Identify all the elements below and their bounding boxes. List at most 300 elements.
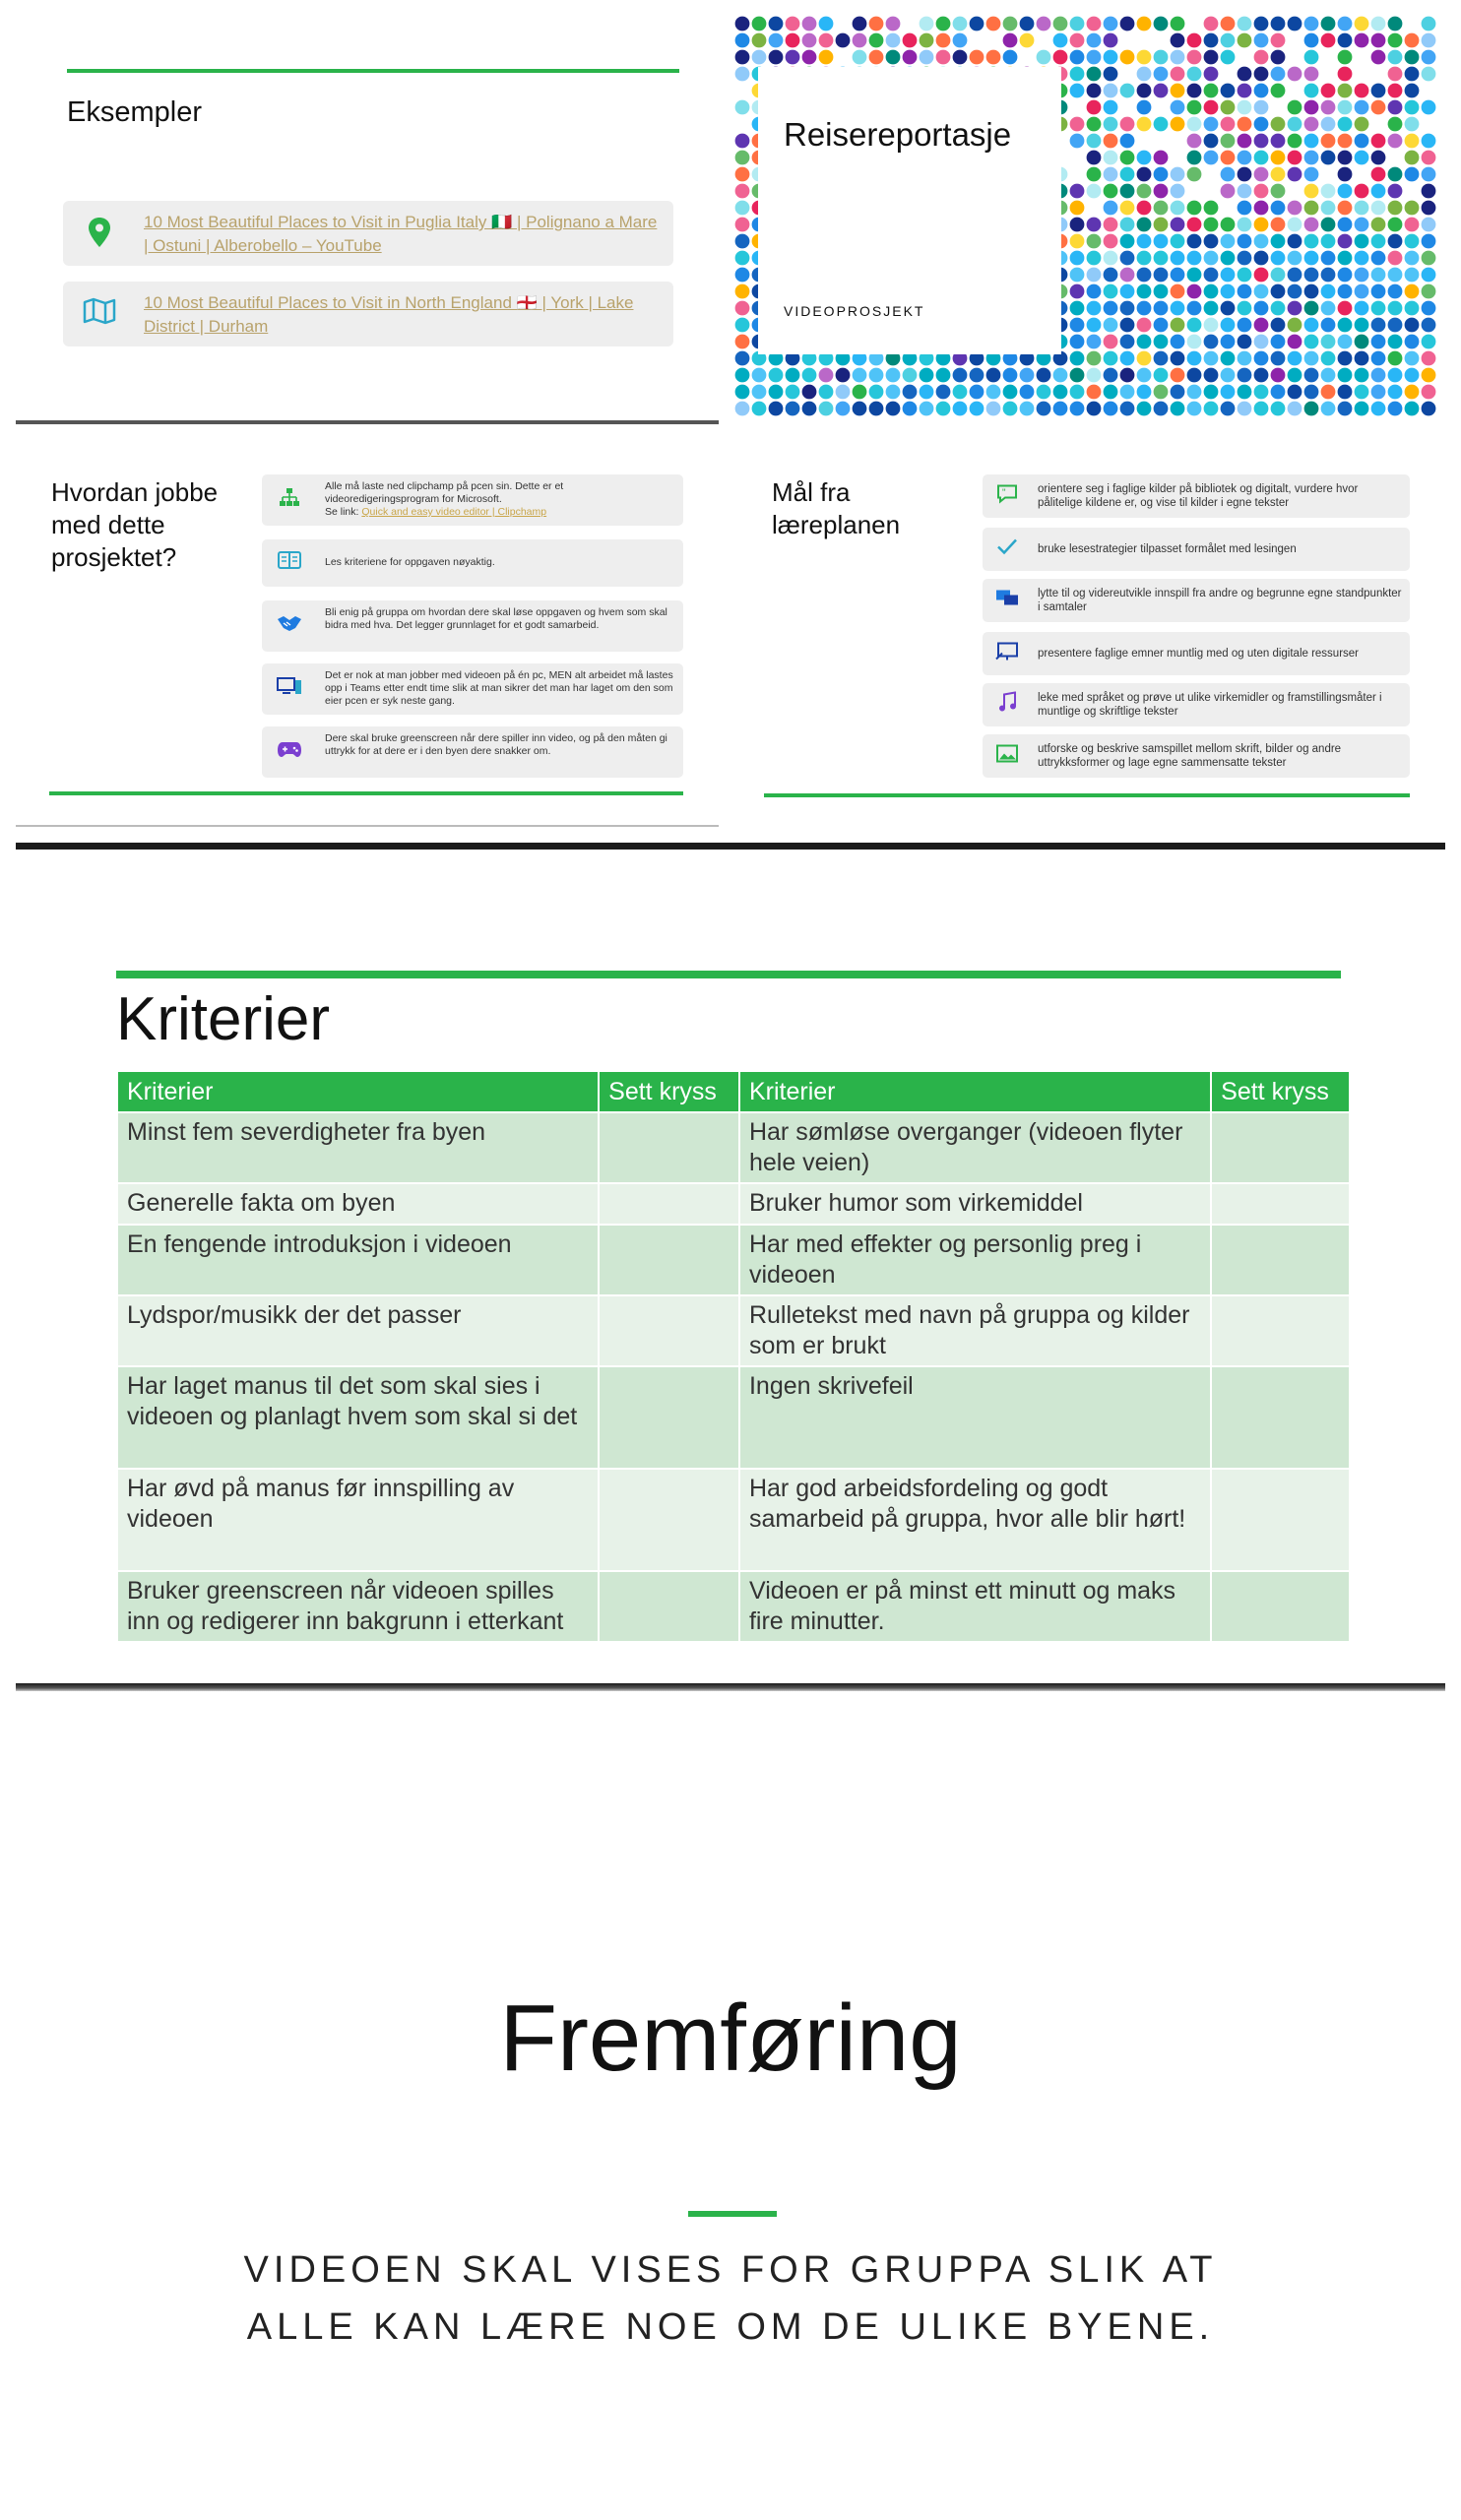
decorative-dot (1254, 218, 1269, 232)
decorative-dot (1087, 167, 1102, 182)
slide-eksempler (16, 16, 719, 420)
decorative-dot (1288, 17, 1302, 32)
slide-title: Mål fra læreplanen (772, 477, 901, 539)
decorative-dot (1321, 100, 1336, 115)
title-card (758, 67, 1061, 354)
decorative-dot (1137, 201, 1152, 216)
decorative-dot (886, 17, 901, 32)
decorative-dot (735, 33, 750, 48)
decorative-dot (1221, 50, 1236, 65)
decorative-dot (1137, 33, 1152, 48)
decorative-dot (1171, 218, 1185, 232)
decorative-dot (936, 17, 951, 32)
example-link-card[interactable] (63, 201, 673, 266)
checkbox-cell[interactable] (1211, 1295, 1350, 1366)
decorative-dot (1070, 100, 1085, 115)
decorative-dot (752, 385, 767, 400)
decorative-dot (1254, 385, 1269, 400)
decorative-dot (903, 368, 918, 383)
task-card (262, 539, 683, 587)
decorative-dot (1371, 201, 1386, 216)
decorative-dot (1221, 301, 1236, 316)
goal-text: bruke lesestrategier tilpasset formålet med lesingen (1038, 543, 1297, 555)
decorative-dot (1371, 134, 1386, 149)
decorative-dot (1154, 251, 1169, 266)
decorative-dot (1271, 368, 1286, 383)
decorative-dot (986, 50, 1001, 65)
decorative-dot (1338, 184, 1353, 199)
decorative-dot (1171, 201, 1185, 216)
decorative-dot (1087, 134, 1102, 149)
checkbox-cell[interactable] (1211, 1469, 1350, 1571)
decorative-dot (1304, 134, 1319, 149)
decorative-dot (1171, 402, 1185, 416)
decorative-dot (1087, 67, 1102, 82)
decorative-dot (1137, 335, 1152, 349)
decorative-dot (786, 33, 800, 48)
decorative-dot (1321, 50, 1336, 65)
decorative-dot (1238, 184, 1252, 199)
decorative-dot (1120, 218, 1135, 232)
slide-title: Kriterier (116, 985, 331, 1053)
decorative-dot (1204, 84, 1219, 98)
decorative-dot (1304, 17, 1319, 32)
decorative-dot (735, 117, 750, 132)
decorative-dot (1087, 301, 1102, 316)
decorative-dot (1137, 134, 1152, 149)
decorative-dot (1171, 301, 1185, 316)
checkbox-cell[interactable] (599, 1571, 739, 1642)
decorative-dot (1221, 402, 1236, 416)
table-header-row (117, 1071, 1350, 1112)
decorative-dot (1271, 117, 1286, 132)
decorative-dot (1405, 268, 1420, 283)
decorative-dot (1154, 301, 1169, 316)
decorative-dot (920, 17, 934, 32)
task-card (262, 726, 683, 778)
decorative-dot (953, 402, 968, 416)
decorative-dot (1338, 33, 1353, 48)
checkbox-cell[interactable] (599, 1295, 739, 1366)
decorative-dot (1154, 167, 1169, 182)
decorative-dot (1037, 33, 1051, 48)
decorative-dot (1271, 268, 1286, 283)
decorative-dot (1405, 151, 1420, 165)
decorative-dot (1154, 218, 1169, 232)
decorative-dot (1338, 385, 1353, 400)
decorative-dot (1355, 318, 1369, 333)
decorative-dot (735, 134, 750, 149)
accent-line (764, 793, 1410, 797)
decorative-dot (1154, 50, 1169, 65)
decorative-dot (1338, 17, 1353, 32)
decorative-dot (1371, 234, 1386, 249)
checkbox-cell[interactable] (1211, 1225, 1350, 1295)
checkbox-cell[interactable] (1211, 1366, 1350, 1469)
decorative-dot (1304, 218, 1319, 232)
decorative-dot (1104, 184, 1118, 199)
decorative-dot (1238, 268, 1252, 283)
decorative-dot (1422, 234, 1436, 249)
decorative-dot (936, 33, 951, 48)
decorative-dot (1405, 251, 1420, 266)
decorative-dot (1304, 33, 1319, 48)
decorative-dot (1204, 134, 1219, 149)
decorative-dot (1422, 218, 1436, 232)
decorative-dot (735, 67, 750, 82)
example-link[interactable]: 10 Most Beautiful Places to Visit in North England 🏴󠁧󠁢󠁥󠁮󠁧󠁿 | York | Lake District | Durham (144, 293, 634, 336)
checkbox-cell[interactable] (599, 1469, 739, 1571)
decorative-dot (786, 402, 800, 416)
checkbox-cell[interactable] (599, 1366, 739, 1469)
decorative-dot (1204, 284, 1219, 299)
decorative-dot (1388, 385, 1403, 400)
decorative-dot (936, 402, 951, 416)
body-line: ALLE KAN LÆRE NOE OM DE ULIKE BYENE. (246, 2306, 1215, 2348)
decorative-dot (1070, 402, 1085, 416)
checkbox-cell[interactable] (599, 1112, 739, 1183)
decorative-dot (1204, 368, 1219, 383)
decorative-dot (735, 100, 750, 115)
criteria-cell: Har god arbeidsfordeling og godt samarbeid på gruppa, hvor alle blir hørt! (739, 1469, 1211, 1571)
decorative-dot (1187, 368, 1202, 383)
decorative-dot (1304, 67, 1319, 82)
decorative-dot (1221, 218, 1236, 232)
decorative-dot (1171, 385, 1185, 400)
clipchamp-link[interactable]: Quick and easy video editor | Clipchamp (361, 506, 547, 518)
decorative-dot (1355, 335, 1369, 349)
slide-border (16, 825, 719, 827)
decorative-dot (802, 402, 817, 416)
decorative-dot (1288, 67, 1302, 82)
decorative-dot (1238, 17, 1252, 32)
decorative-dot (1321, 234, 1336, 249)
task-description: Alle må laste ned clipchamp på pcen sin. Dette er et videoredigeringsprogram for Microsoft. (325, 480, 564, 505)
body-line: VIDEOEN SKAL VISES FOR GRUPPA SLIK AT (243, 2249, 1218, 2291)
slide-divider (16, 843, 1445, 850)
decorative-dot (1070, 318, 1085, 333)
decorative-dot (1304, 100, 1319, 115)
decorative-dot (1154, 17, 1169, 32)
decorative-dot (752, 33, 767, 48)
decorative-dot (1405, 184, 1420, 199)
example-link-card[interactable] (63, 282, 673, 346)
decorative-dot (1003, 50, 1018, 65)
quote-icon (994, 484, 1020, 509)
decorative-dot (1104, 335, 1118, 349)
decorative-dot (1204, 318, 1219, 333)
table-row (117, 1469, 1350, 1571)
decorative-dot (1388, 218, 1403, 232)
decorative-dot (1254, 134, 1269, 149)
decorative-dot (1355, 301, 1369, 316)
decorative-dot (853, 33, 867, 48)
decorative-dot (1321, 351, 1336, 366)
decorative-dot (1405, 167, 1420, 182)
decorative-dot (1304, 50, 1319, 65)
decorative-dot (1154, 284, 1169, 299)
decorative-dot (802, 17, 817, 32)
decorative-dot (1120, 201, 1135, 216)
decorative-dot (1003, 385, 1018, 400)
decorative-dot (1338, 100, 1353, 115)
decorative-dot (1070, 67, 1085, 82)
decorative-dot (1053, 368, 1068, 383)
decorative-dot (1254, 201, 1269, 216)
decorative-dot (1070, 117, 1085, 132)
decorative-dot (853, 50, 867, 65)
decorative-dot (1037, 50, 1051, 65)
decorative-dot (1104, 67, 1118, 82)
decorative-dot (1321, 301, 1336, 316)
decorative-dot (1154, 318, 1169, 333)
decorative-dot (986, 33, 1001, 48)
decorative-dot (1338, 268, 1353, 283)
decorative-dot (1388, 368, 1403, 383)
decorative-dot (1221, 134, 1236, 149)
decorative-dot (1321, 385, 1336, 400)
goal-card (983, 683, 1410, 726)
goal-text: presentere faglige emner muntlig med og uten digitale ressurser (1038, 648, 1360, 660)
decorative-dot (1238, 385, 1252, 400)
decorative-dot (1070, 151, 1085, 165)
decorative-dot (1321, 218, 1336, 232)
criteria-cell: Bruker humor som virkemiddel (739, 1183, 1211, 1225)
task-card (262, 474, 683, 526)
decorative-dot (1137, 301, 1152, 316)
decorative-dot (986, 385, 1001, 400)
decorative-dot (1405, 301, 1420, 316)
decorative-dot (1254, 351, 1269, 366)
decorative-dot (1104, 268, 1118, 283)
criteria-cell: Har med effekter og personlig preg i videoen (739, 1225, 1211, 1295)
decorative-dot (953, 385, 968, 400)
criteria-cell: Har laget manus til det som skal sies i videoen og planlagt hvem som skal si det (117, 1366, 599, 1469)
decorative-dot (1238, 251, 1252, 266)
decorative-dot (1422, 251, 1436, 266)
decorative-dot (1422, 201, 1436, 216)
decorative-dot (1422, 268, 1436, 283)
criteria-cell: Rulletekst med navn på gruppa og kilder som er brukt (739, 1295, 1211, 1366)
decorative-dot (1187, 17, 1202, 32)
decorative-dot (1288, 268, 1302, 283)
decorative-dot (1171, 67, 1185, 82)
decorative-dot (1254, 33, 1269, 48)
decorative-dot (1405, 134, 1420, 149)
decorative-dot (1154, 134, 1169, 149)
decorative-dot (1271, 167, 1286, 182)
decorative-dot (1388, 201, 1403, 216)
decorative-dot (1388, 17, 1403, 32)
decorative-dot (1338, 335, 1353, 349)
book-icon (276, 550, 303, 576)
decorative-dot (1204, 268, 1219, 283)
decorative-dot (1171, 234, 1185, 249)
decorative-dot (1154, 335, 1169, 349)
decorative-dot (1388, 134, 1403, 149)
example-link[interactable]: 10 Most Beautiful Places to Visit in Puglia Italy 🇮🇹 | Polignano a Mare | Ostuni | Alberobello – YouTube (144, 213, 658, 255)
decorative-dot (1120, 284, 1135, 299)
decorative-dot (1187, 67, 1202, 82)
decorative-dot (1405, 234, 1420, 249)
decorative-dot (1087, 201, 1102, 216)
decorative-dot (1104, 201, 1118, 216)
decorative-dot (853, 385, 867, 400)
decorative-dot (1087, 402, 1102, 416)
decorative-dot (1137, 385, 1152, 400)
decorative-dot (1388, 351, 1403, 366)
decorative-dot (1422, 301, 1436, 316)
decorative-dot (986, 368, 1001, 383)
decorative-dot (1338, 218, 1353, 232)
decorative-dot (1120, 268, 1135, 283)
decorative-dot (1238, 100, 1252, 115)
decorative-dot (1371, 385, 1386, 400)
decorative-dot (1371, 50, 1386, 65)
decorative-dot (1120, 67, 1135, 82)
decorative-dot (819, 17, 834, 32)
decorative-dot (1271, 218, 1286, 232)
decorative-dot (1422, 167, 1436, 182)
checkbox-cell[interactable] (1211, 1571, 1350, 1642)
decorative-dot (1288, 318, 1302, 333)
decorative-dot (886, 402, 901, 416)
decorative-dot (1104, 100, 1118, 115)
decorative-dot (1087, 218, 1102, 232)
decorative-dot (936, 368, 951, 383)
decorative-dot (1204, 167, 1219, 182)
decorative-dot (1187, 385, 1202, 400)
criteria-cell: Minst fem severdigheter fra byen (117, 1112, 599, 1183)
decorative-dot (1271, 100, 1286, 115)
accent-line (688, 2211, 777, 2217)
decorative-dot (1304, 351, 1319, 366)
decorative-dot (1020, 50, 1035, 65)
decorative-dot (1405, 385, 1420, 400)
decorative-dot (1338, 167, 1353, 182)
slide-divider (16, 1683, 1445, 1691)
decorative-dot (1405, 50, 1420, 65)
decorative-dot (1187, 402, 1202, 416)
decorative-dot (1070, 268, 1085, 283)
decorative-dot (1422, 33, 1436, 48)
decorative-dot (1405, 351, 1420, 366)
decorative-dot (1338, 84, 1353, 98)
decorative-dot (869, 385, 884, 400)
decorative-dot (1338, 67, 1353, 82)
decorative-dot (1388, 167, 1403, 182)
decorative-dot (1154, 234, 1169, 249)
decorative-dot (1154, 117, 1169, 132)
decorative-dot (1171, 84, 1185, 98)
checkbox-cell[interactable] (1211, 1112, 1350, 1183)
decorative-dot (1087, 33, 1102, 48)
slide-subtitle: VIDEOPROSJEKT (784, 303, 925, 319)
decorative-dot (970, 17, 985, 32)
decorative-dot (735, 351, 750, 366)
decorative-dot (1171, 50, 1185, 65)
decorative-dot (1254, 335, 1269, 349)
decorative-dot (1371, 301, 1386, 316)
decorative-dot (953, 50, 968, 65)
decorative-dot (1254, 234, 1269, 249)
decorative-dot (869, 368, 884, 383)
decorative-dot (735, 301, 750, 316)
decorative-dot (1271, 301, 1286, 316)
decorative-dot (1120, 402, 1135, 416)
decorative-dot (1104, 167, 1118, 182)
decorative-dot (1238, 351, 1252, 366)
decorative-dot (1187, 50, 1202, 65)
decorative-dot (1321, 67, 1336, 82)
decorative-dot (836, 368, 851, 383)
decorative-dot (1355, 268, 1369, 283)
decorative-dot (1104, 351, 1118, 366)
decorative-dot (1304, 167, 1319, 182)
decorative-dot (735, 167, 750, 182)
decorative-dot (1422, 117, 1436, 132)
decorative-dot (1137, 100, 1152, 115)
decorative-dot (1304, 318, 1319, 333)
decorative-dot (769, 50, 784, 65)
decorative-dot (1405, 335, 1420, 349)
decorative-dot (1154, 33, 1169, 48)
slide-title: Hvordan jobbe med dette prosjektet? (51, 477, 219, 572)
decorative-dot (735, 84, 750, 98)
decorative-dot (1120, 251, 1135, 266)
decorative-dot (1070, 33, 1085, 48)
handshake-icon (276, 614, 303, 638)
decorative-dot (1187, 134, 1202, 149)
decorative-dot (1388, 100, 1403, 115)
decorative-dot (1120, 184, 1135, 199)
checkbox-cell[interactable] (599, 1225, 739, 1295)
decorative-dot (1187, 33, 1202, 48)
decorative-dot (1087, 17, 1102, 32)
checkbox-cell[interactable] (1211, 1183, 1350, 1225)
decorative-dot (735, 335, 750, 349)
decorative-dot (1238, 84, 1252, 98)
decorative-dot (1422, 151, 1436, 165)
decorative-dot (1171, 100, 1185, 115)
decorative-dot (1104, 385, 1118, 400)
decorative-dot (769, 17, 784, 32)
decorative-dot (1288, 33, 1302, 48)
decorative-dot (1037, 368, 1051, 383)
decorative-dot (1371, 100, 1386, 115)
criteria-table (116, 1070, 1351, 1643)
decorative-dot (1288, 201, 1302, 216)
decorative-dot (1422, 402, 1436, 416)
decorative-dot (1405, 67, 1420, 82)
decorative-dot (1221, 284, 1236, 299)
decorative-dot (1137, 151, 1152, 165)
decorative-dot (1120, 117, 1135, 132)
table-row (117, 1366, 1350, 1469)
decorative-dot (1355, 167, 1369, 182)
decorative-dot (1254, 368, 1269, 383)
decorative-dot (836, 17, 851, 32)
decorative-dot (769, 385, 784, 400)
decorative-dot (1204, 385, 1219, 400)
decorative-dot (1355, 151, 1369, 165)
decorative-dot (1405, 368, 1420, 383)
checkbox-cell[interactable] (599, 1183, 739, 1225)
decorative-dot (1288, 50, 1302, 65)
decorative-dot (1355, 33, 1369, 48)
decorative-dot (1137, 167, 1152, 182)
decorative-dot (1187, 268, 1202, 283)
